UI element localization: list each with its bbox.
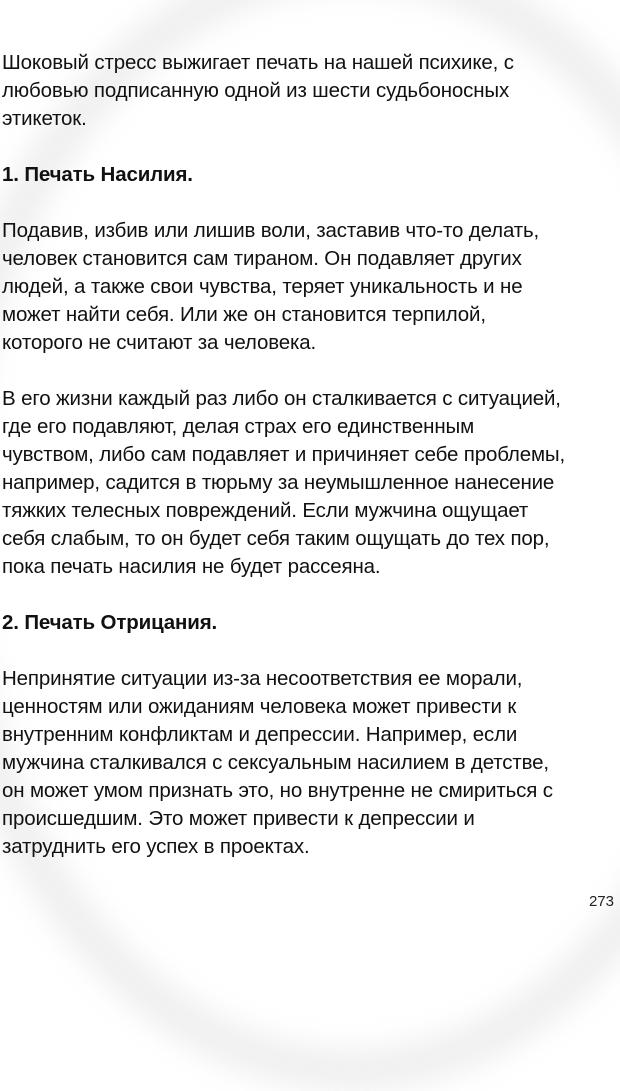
text-line: внутренним конфликтам и депрессии. Например, если — [2, 723, 518, 746]
text-line: которого не считают за человека. — [2, 331, 317, 354]
text-line: людей, а также свои чувства, теряет уникальность и не — [2, 275, 523, 298]
text-line: мужчина сталкивался с сексуальным насилием в детстве, — [2, 751, 549, 774]
intro-paragraph — [2, 49, 614, 133]
text-line: человек становится сам тираном. Он подавляет других — [2, 247, 522, 270]
text-line: происшедшим. Это может привести к депрессии и — [2, 807, 475, 830]
text-line: затруднить его успех в проектах. — [2, 835, 310, 858]
text-line: В его жизни каждый раз либо он сталкивается с ситуацией, — [2, 387, 561, 410]
text-line: этикеток. — [2, 107, 87, 130]
section-heading-1: 1. Печать Насилия. — [2, 163, 193, 186]
section-1-paragraph-1 — [2, 217, 614, 357]
section-heading-2: 2. Печать Отрицания. — [2, 611, 218, 634]
text-line: где его подавляют, делая страх его единственным — [2, 415, 475, 438]
text-line: может найти себя. Или же он становится терпилой, — [2, 303, 486, 326]
text-line: любовью подписанную одной из шести судьбоносных — [2, 79, 510, 102]
text-line: он может умом признать это, но внутренне не смириться с — [2, 779, 553, 802]
text-line: Подавив, избив или лишив воли, заставив что-то делать, — [2, 219, 540, 242]
text-line: пока печать насилия не будет рассеяна. — [2, 555, 381, 578]
text-line: Непринятие ситуации из-за несоответствия ее морали, — [2, 667, 523, 690]
page-number: 273 — [588, 893, 614, 910]
text-line: тяжких телесных повреждений. Если мужчина ощущает — [2, 499, 529, 522]
text-line: себя слабым, то он будет себя таким ощущать до тех пор, — [2, 527, 550, 550]
text-line: Шоковый стресс выжигает печать на нашей психике, с — [2, 51, 514, 74]
section-2-paragraph-1 — [2, 665, 614, 861]
text-line: ценностям или ожиданиям человека может привести к — [2, 695, 517, 718]
text-line: чувством, либо сам подавляет и причиняет себе проблемы, — [2, 443, 566, 466]
text-line: например, садится в тюрьму за неумышленное нанесение — [2, 471, 555, 494]
section-1-paragraph-2 — [2, 385, 614, 581]
